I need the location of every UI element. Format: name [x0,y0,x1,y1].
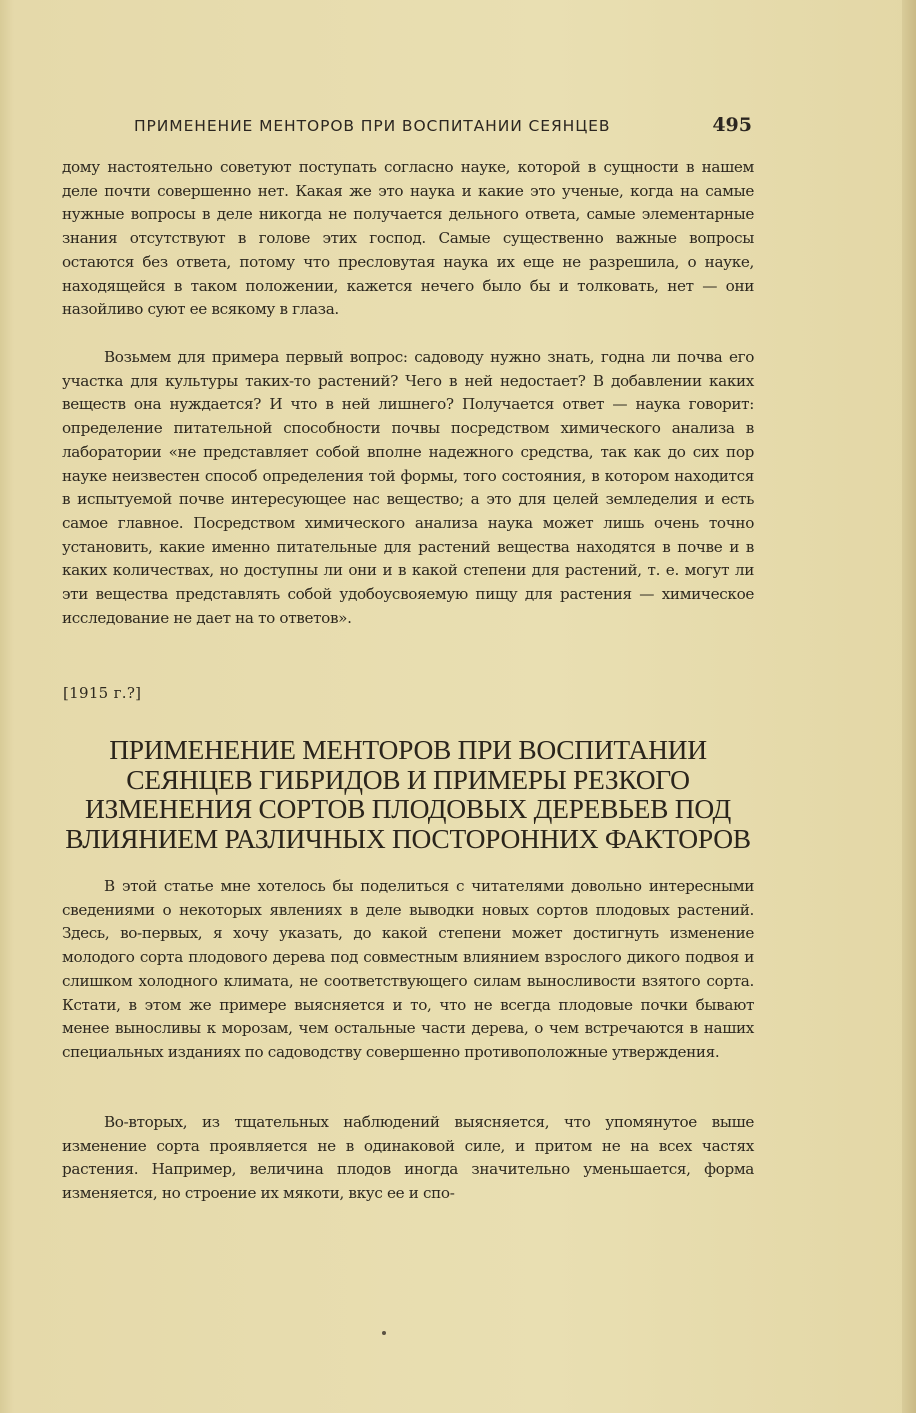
article-title-line: ПРИМЕНЕНИЕ МЕНТОРОВ ПРИ ВОСПИТАНИИ [109,734,707,765]
body-paragraph: Возьмем для примера первый вопрос: садоводу нужно знать, годна ли почва его участка для культуры таких-то растений? Чего в ней недостает? В добавлении каких веществ она нуждается? И что в ней лишнего? Получается ответ — наука говорит: определение питательной способности почвы посредством химического анализа в лаборатории «не представляет собой вполне надежного средства, так как до сих пор науке неизвестен способ определения той формы, того состояния, в котором находится в испытуемой почве интересующее нас вещество; а это для целей земледелия и есть самое главное. Посредством химического анализа наука может лишь очень точно установить, какие именно питательные для растений вещества находятся в почве и в каких количествах, но доступны ли они и в какой степени для растений, т. е. могут ли эти вещества представлять собой удобоусвояемую пищу для растения — химическое исследование не дает на то ответов». [62,348,754,627]
print-speck [382,1331,386,1335]
article-paragraph: В этой статье мне хотелось бы поделиться с читателями довольно интересными сведениями о некоторых явлениях в деле выводки новых сортов плодовых растений. Здесь, во-первых, я хочу указать, до какой степени может достигнуть изменение молодого сорта плодового дерева под совместным влиянием взрослого дикого подвоя и слишком холодного климата, не соответствующего силам выносливости взятого сорта. Кстати, в этом же примере выясняется и то, что не всегда плодовые почки бывают менее выносливы к морозам, чем остальные части дерева, о чем встречаются в наших специальных изданиях по садоводству совершенно противоположные утверждения. [62,877,754,1061]
page-number: 495 [712,114,752,136]
running-title: ПРИМЕНЕНИЕ МЕНТОРОВ ПРИ ВОСПИТАНИИ СЕЯНЦЕВ [134,117,611,135]
article-paragraph: Во-вторых, из тщательных наблюдений выясняется, что упомянутое выше изменение сорта проявляется не в одинаковой силе, и притом не на всех частях растения. Например, величина плодов иногда значительно уменьшается, форма изменяется, но строение их мякоти, вкус ее и спо- [62,1113,754,1203]
body-paragraph: дому настоятельно советуют поступать согласно науке, которой в сущности в нашем деле почти совершенно нет. Какая же это наука и какие это ученые, когда на самые нужные вопросы в деле никогда не получается дельного ответа, самые элементарные знания отсутствуют в голове этих господ. Самые существенно важные вопросы остаются без ответа, потому что пресловутая наука их еще не разрешила, о науке, находящейся в таком положении, кажется нечего было бы и толковать, нет — они назойливо суют ее всякому в глаза. [62,158,754,319]
date-note: [1915 г.?] [63,684,142,702]
running-header [62,113,754,141]
page-edge-shadow [902,0,916,1413]
article-title-line: СЕЯНЦЕВ ГИБРИДОВ И ПРИМЕРЫ РЕЗКОГО [126,763,690,795]
article-title-line: ВЛИЯНИЕМ РАЗЛИЧНЫХ ПОСТОРОННИХ ФАКТОРОВ [65,822,751,854]
article-title [40,735,776,853]
article-title-line: ИЗМЕНЕНИЯ СОРТОВ ПЛОДОВЫХ ДЕРЕВЬЕВ ПОД [84,793,731,824]
